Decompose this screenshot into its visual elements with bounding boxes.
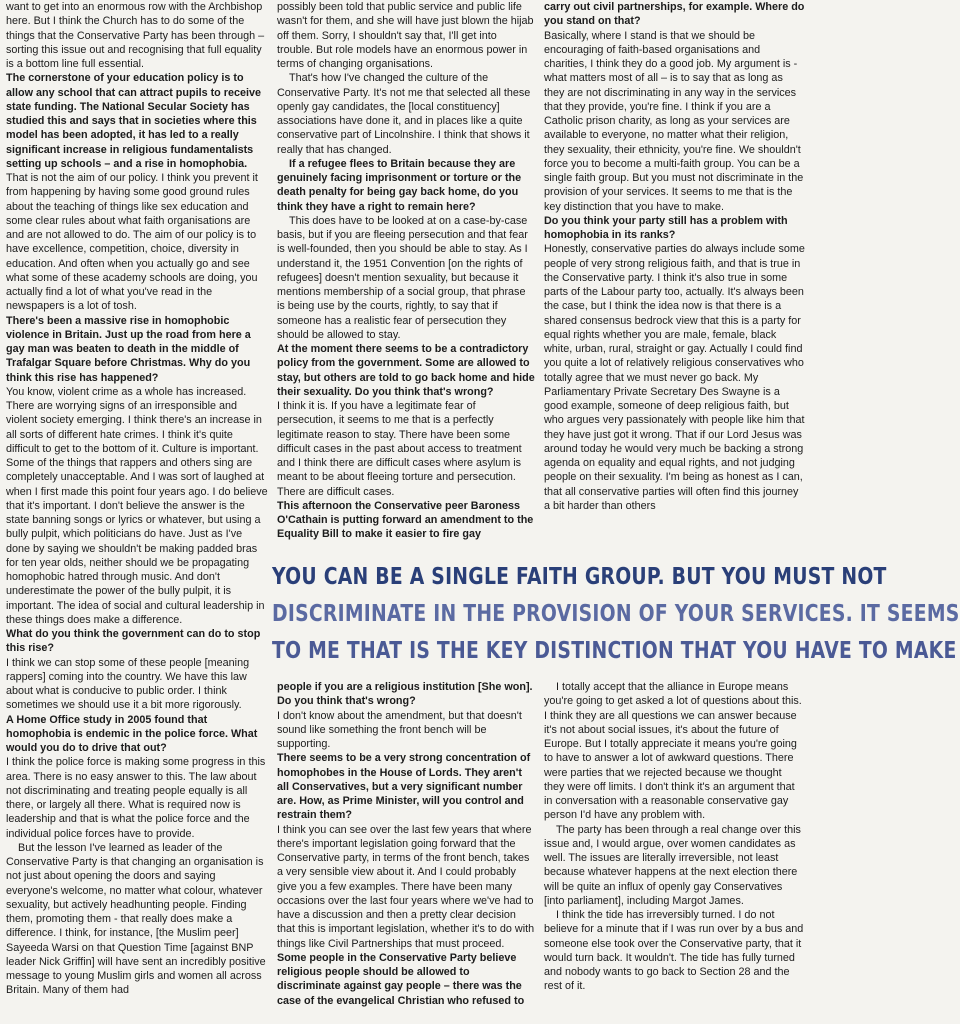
question-paragraph: This afternoon the Conservative peer Baroness O'Cathain is putting forward an amendment to the Equality Bill to make it easier to fire gay <box>277 499 534 541</box>
answer-paragraph: This does have to be looked at on a case-by-case basis, but if you are fleeing persecution and that fear is well-founded, then you should be able to stay. As I understand it, the 1951 Convention [on the rights of refugees] doesn't mention sexuality, but because it mentions membership of a social group, that phrase is being use by the courts, rightly, to say that if someone has a realistic fear of persecution they should be allowed to stay. <box>277 214 528 341</box>
answer-paragraph: Basically, where I stand is that we should be encouraging of faith-based organisations and charities, I think they do a good job. My argument is - what matters most of all – is to say that as long as they are not discriminating in any way in the services that they provide, you're fine. I think if you are a Catholic prison charity, as long as your services are available to everyone, no matter what their religion, they sexuality, their ethnicity, you're fine. We shouldn't force you to become a multi-faith group. You can be a single faith group. But you must not discriminate in the provision of your services. It seems to me that is the key distinction that you have to make. <box>544 29 804 213</box>
question-paragraph: A Home Office study in 2005 found that homophobia is endemic in the police force. What would you do to drive that out? <box>6 713 258 754</box>
answer-paragraph: I think the police force is making some progress in this area. There is no easy answer to this. The law about not discriminating and treating people equally is all there, or largely all there. What is required now is leadership and that is what the police force and the individual police forces have to provide. <box>6 756 266 840</box>
answer-paragraph: I think we can stop some of these people [meaning rappers] coming into the country. We have this law about what is conducive to public order. I think sometimes we should use it a bit more rigorously. <box>6 656 250 712</box>
answer-paragraph: I totally accept that the alliance in Europe means you're going to get asked a lot of questions about this. I think they are all questions we can answer because it's not about social issues, it's about the future of Europe. But I totally appreciate it means you're going to have to answer a lot of awkward questions. There were parties that we rejected because we thought they were off limits. I don't think it's an argument that in conversation with a reasonable conservative gay person I'd have any problem with. <box>544 681 802 822</box>
answer-paragraph: You know, violent crime as a whole has increased. There are worrying signs of an irresponsible and violent society emerging. I think there's an increase in all sorts of different hate crimes. I think it's quite difficult to get to the bottom of it. Culture is important. Some of the things that rappers and others sing are completely unacceptable. And I was sort of laughed at when I first made this point four years ago. I do believe that it's important. I don't believe the answer is the state banning songs or lyrics or whatever, but using a bully pulpit, which politicians do have. Just as I've done by saying we shouldn't be making padded bras for ten year olds, neither should we be propagating homophobic hatred through music. And don't underestimate the power of the bully pulpit, it is important. The idea of social and cultural leadership in these things does make a difference. <box>6 385 268 626</box>
question-paragraph: people if you are a religious institution [She won]. Do you think that's wrong? <box>277 681 533 708</box>
answer-paragraph: I think you can see over the last few years that where there's important legislation going forward that the Conservative party, in terms of the front bench, takes a very sensible view about it. And I could probably give you a few examples. There have been many occasions over the last four years where we've had to have a discussion and then a pretty clear decision that this is important legislation, whether it's to do with things like Civil Partnerships that must proceed. <box>277 823 535 950</box>
question-paragraph: The cornerstone of your education policy is to allow any school that can attract pupils to receive state funding. The National Secular Society has studied this and says that in societies where this model has been adopted, it has led to a really significant increase in religious fundamentalists setting up schools – and a rise in homophobia. <box>6 72 261 170</box>
answer-paragraph: That is not the aim of our policy. I think you prevent it from happening by having some good ground rules about the teaching of things like sex education and some clear rules about what faith organisations are and are not allowed to do. The aim of our policy is to have excellence, competition, choice, diversity in education. And often when you actually go and see what some of these academy schools are doing, you actually find a lot of what you've read in the newspapers is a lot of tosh. <box>6 172 258 313</box>
pull-quote-line-1: YOU CAN BE A SINGLE FAITH GROUP. BUT YOU MUST NOT <box>272 562 887 590</box>
answer-paragraph: Honestly, conservative parties do always include some people of very strong religious faith, and that is true in the Conservative party. I think it's also true in some parts of the Labour party too, actually. It's always been the case, but I think the idea now is that there is a shared consensus bedrock view that this is a party for equal rights whether you are male, female, black white, urban, rural, straight or gay. Actually I could find you quite a lot of relatively religious conservatives who totally agree that we must never go back. My Parliamentary Private Secretary Des Swayne is a good example, someone of deep religious faith, but who argues very passionately with people like him that they have just got it wrong. That if our Lord Jesus was around today he would very much be backing a strong agenda on equality and equal rights, and not judging people on their sexuality. I'm being as honest as I can, that all conservative parties will often find this journey a bit harder than others <box>544 243 805 512</box>
question-paragraph: Some people in the Conservative Party believe religious people should be allowed to discriminate against gay people – there was the case of the evangelical Christian who refused to <box>277 951 525 1007</box>
pull-quote-line-3: TO ME THAT IS THE KEY DISTINCTION THAT YOU HAVE TO MAKE <box>272 636 957 664</box>
article-column-1 <box>6 0 268 1024</box>
answer-paragraph: The party has been through a real change over this issue and, I would argue, over women candidates as well. The issues are literally irreversible, not least because whatever happens at the next election there will be quite an influx of openly gay Conservatives [into parliament], including Margot James. <box>544 823 801 907</box>
article-column-4 <box>277 680 535 1024</box>
pull-quote <box>272 558 960 678</box>
pull-quote-line-2: DISCRIMINATE IN THE PROVISION OF YOUR SERVICES. IT SEEMS <box>272 599 960 627</box>
question-paragraph: Do you think your party still has a problem with homophobia in its ranks? <box>544 214 788 241</box>
answer-paragraph: possibly been told that public service and public life wasn't for them, and she will have just blown the hijab off them. Sorry, I shouldn't say that, I'll get into trouble. But role models have an enormous power in terms of changing organisations. <box>277 1 534 70</box>
question-paragraph: At the moment there seems to be a contradictory policy from the government. Some are allowed to stay, but others are told to go back home and hide their sexuality. Do you think that's wrong? <box>277 343 535 398</box>
answer-paragraph: But the lesson I've learned as leader of the Conservative Party is that changing an organisation is not just about opening the doors and saying everyone's welcome, no matter what colour, whatever sexuality, but actively headhunting people. Finding them, promoting them - that really does make a difference. I think, for instance, [the Muslim peer] Sayeeda Warsi on that Question Time [against BNP leader Nick Griffin] will have sent an incredibly positive message to young Muslim girls and women all across Britain. Many of them had <box>6 841 266 997</box>
answer-paragraph: I think the tide has irreversibly turned. I do not believe for a minute that if I was run over by a bus and someone else took over the Conservative party, that it would turn back. It wouldn't. The tide has fully turned and nobody wants to go back to Section 28 and the rest of it. <box>544 909 804 993</box>
question-paragraph: If a refugee flees to Britain because they are genuinely facing imprisonment or torture or the death penalty for being gay back home, do you think they have a right to remain here? <box>277 157 522 213</box>
answer-paragraph: I think it is. If you have a legitimate fear of persecution, it seems to me that is a perfectly legitimate reason to stay. There have been some difficult cases in the past about access to treatment and I think there are difficult cases where asylum is meant to be about fleeing torture and persecution. There are difficult cases. <box>277 400 522 498</box>
article-column-5 <box>544 680 805 1024</box>
question-paragraph: There seems to be a very strong concentration of homophobes in the House of Lords. They aren't all Conservatives, but a very significant number are. How, as Prime Minister, will you control and restrain them? <box>277 752 531 822</box>
article-column-2 <box>277 0 535 548</box>
answer-paragraph: I don't know about the amendment, but that doesn't sound like something the front bench will be supporting. <box>277 709 522 750</box>
question-paragraph: What do you think the government can do to stop this rise? <box>6 628 261 655</box>
answer-paragraph: That's how I've changed the culture of the Conservative Party. It's not me that selected all these openly gay candidates, the [local constituency] associations have done it, and in places like a quite conservative part of Lincolnshire. I think that shows it really that has changed. <box>277 72 531 156</box>
answer-paragraph: want to get into an enormous row with the Archbishop here. But I think the Church has to do some of the things that the Conservative Party has been through – sorting this issue out and recognising that full equality is a bottom line full essential. <box>6 1 265 70</box>
article-column-3 <box>544 0 805 548</box>
question-paragraph: carry out civil partnerships, for example. Where do you stand on that? <box>544 1 805 28</box>
question-paragraph: There's been a massive rise in homophobic violence in Britain. Just up the road from here a gay man was beaten to death in the middle of Trafalgar Square before Christmas. Why do you think this rise has happened? <box>6 314 251 384</box>
